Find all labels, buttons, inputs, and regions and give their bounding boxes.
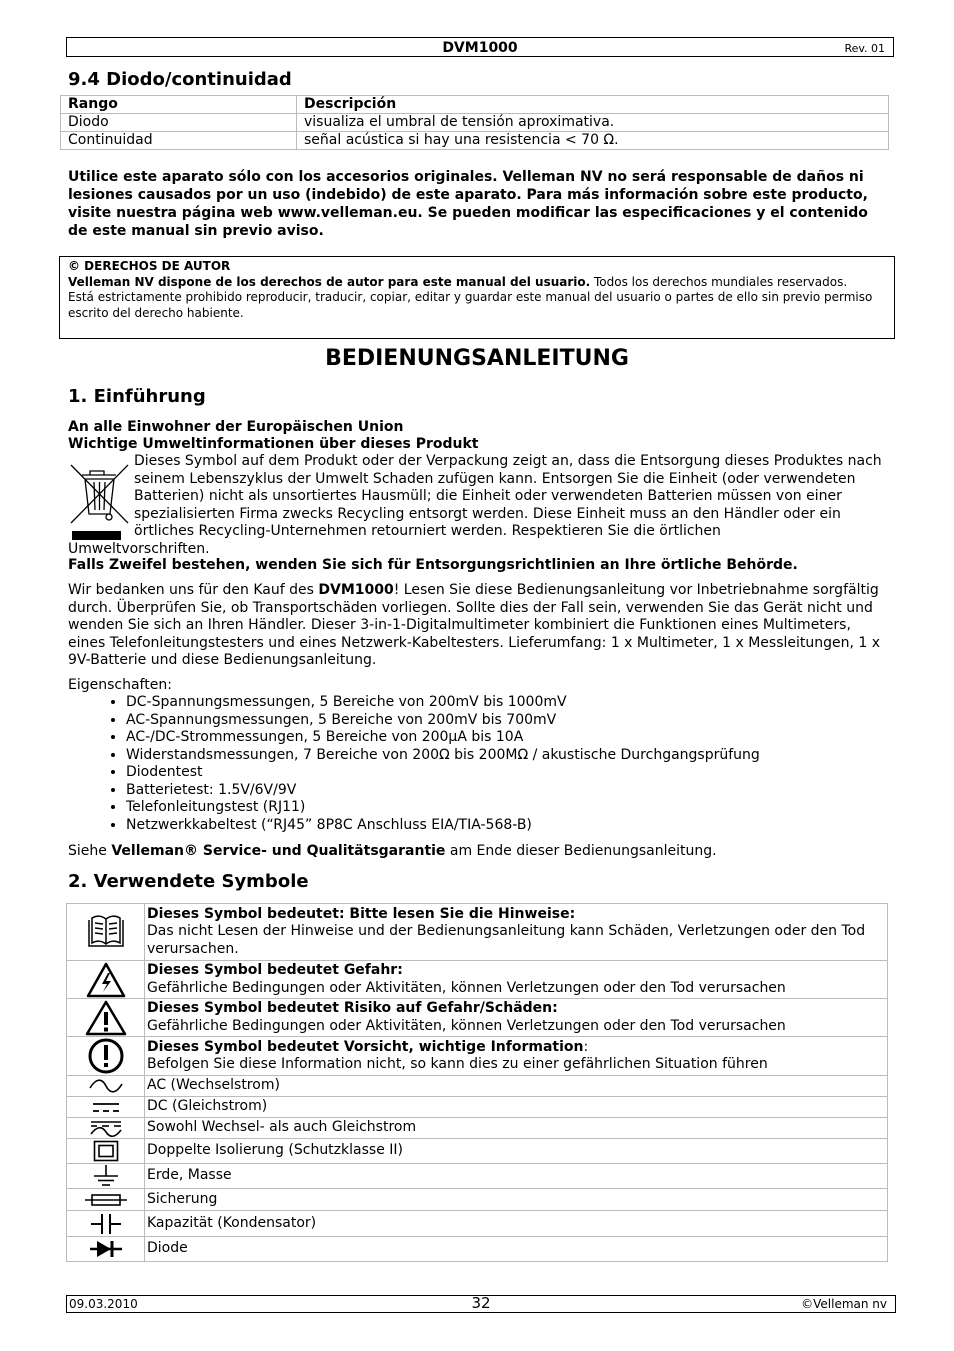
table-row — [61, 114, 889, 132]
symbol-description — [145, 1164, 888, 1189]
icon-cell — [67, 1211, 145, 1237]
caution-icon — [87, 1037, 125, 1075]
page-header — [66, 37, 894, 57]
icon-cell — [67, 1237, 145, 1262]
symbol-description — [145, 1211, 888, 1237]
dc-icon — [91, 1100, 121, 1114]
list-item: • AC-Spannungsmessungen, 5 Bereiche von 200mV bis 700mV — [126, 712, 760, 730]
list-item: • AC-/DC-Strommessungen, 5 Bereiche von 200µA bis 10A — [126, 729, 760, 747]
page-footer — [66, 1295, 896, 1313]
ground-icon — [92, 1165, 120, 1187]
section-2-title: 2. Verwendete Symbole — [68, 871, 309, 892]
symbol-text: Sowohl Wechsel- als auch Gleichstrom — [147, 1119, 417, 1136]
intro-subtitle-1: An alle Einwohner der Europäischen Union — [68, 419, 404, 435]
table-row — [67, 1118, 888, 1139]
warranty-text-b: am Ende dieser Bedienungsanleitung. — [445, 843, 717, 859]
table-row — [67, 961, 888, 999]
disposal-note: Falls Zweifel bestehen, wenden Sie sich für Entsorgungsrichtlinien an Ihre örtliche Behörde. — [68, 557, 798, 573]
weee-text: Dieses Symbol auf dem Produkt oder der Verpackung zeigt an, dass die Entsorgung dieses Produktes nach seinem Lebenszyklus der Umwelt Schaden zufügen kann. Entsorgen Sie die Einheit (oder verwendeten Batterien) nicht als unsortiertes Hausmüll; die Einheit oder verwendeten Batterien müssen von einer spezialisierten Firma zwecks Recycling entsorgt werden. Diese Einheit muss an den Händler oder ein örtliches Recycling-Unternehmen retourniert werden. Respektieren Sie die örtlichen — [134, 453, 882, 539]
header-title: DVM1000 — [442, 40, 518, 56]
warranty-bold: Velleman® Service- und Qualitätsgarantie — [111, 843, 446, 859]
symbol-heading: Dieses Symbol bedeutet Risiko auf Gefahr/Schäden: — [147, 1000, 558, 1016]
symbol-text: Diode — [147, 1240, 188, 1257]
copyright-title: © DERECHOS DE AUTOR — [68, 259, 231, 273]
warning-icon — [85, 1000, 127, 1036]
symbol-text: Gefährliche Bedingungen oder Aktivitäten, können Verletzungen oder den Tod verursachen — [147, 1017, 786, 1034]
icon-cell — [67, 1076, 145, 1097]
diode-continuity-table — [60, 95, 889, 150]
icon-cell — [67, 1097, 145, 1118]
product-name: DVM1000 — [318, 582, 394, 598]
list-item: • Netzwerkkabeltest (“RJ45” 8P8C Anschluss EIA/TIA-568-B) — [126, 817, 760, 835]
list-item: • Diodentest — [126, 764, 760, 782]
book-icon — [86, 915, 126, 949]
table-row — [67, 904, 888, 961]
symbol-description — [145, 904, 888, 961]
table-row — [67, 1097, 888, 1118]
intro-text-a: Wir bedanken uns für den Kauf des — [68, 582, 319, 598]
table-row — [61, 132, 889, 150]
copyright-box — [59, 256, 895, 339]
symbol-description — [145, 1139, 888, 1164]
symbol-text: Gefährliche Bedingungen oder Aktivitäten, können Verletzungen oder den Tod verursachen — [147, 979, 786, 996]
symbol-text: Sicherung — [147, 1190, 218, 1207]
symbol-text: AC (Wechselstrom) — [147, 1077, 280, 1094]
fuse-icon — [84, 1193, 128, 1207]
symbol-description — [145, 961, 888, 999]
page-number: 32 — [471, 1294, 491, 1312]
list-item: • Widerstandsmessungen, 7 Bereiche von 200Ω bis 200MΩ / akustische Durchgangsprüfung — [126, 747, 760, 765]
copyright-line-1 — [68, 275, 886, 291]
icon-cell — [67, 961, 145, 999]
table-cell: visualiza el umbral de tensión aproximativa. — [297, 114, 889, 132]
symbol-description — [145, 1237, 888, 1262]
icon-cell — [67, 1189, 145, 1211]
symbol-text: Das nicht Lesen der Hinweise und der Bedienungsanleitung kann Schäden, Verletzungen oder den Tod verursachen. — [147, 923, 866, 957]
table-row — [67, 1237, 888, 1262]
table-cell: Continuidad — [61, 132, 297, 150]
symbol-heading: Dieses Symbol bedeutet Vorsicht, wichtige Information — [147, 1038, 584, 1055]
copyright-line-2: Está estrictamente prohibido reproducir, traducir, copiar, editar y guardar este manual del usuario o partes de ello sin previo permiso escrito del derecho habiente. — [68, 290, 873, 320]
icon-cell — [67, 1118, 145, 1139]
ac-icon — [88, 1079, 124, 1093]
symbol-description — [145, 1076, 888, 1097]
table-cell: Diodo — [61, 114, 297, 132]
weee-text-end: Umweltvorschriften. — [68, 540, 210, 557]
features-label: Eigenschaften: — [68, 677, 172, 693]
table-row — [67, 1139, 888, 1164]
copyright-bold: Velleman NV dispone de los derechos de autor para este manual del usuario. — [68, 274, 591, 289]
double-insulation-icon — [93, 1140, 119, 1162]
footer-date: 09.03.2010 — [69, 1297, 138, 1311]
capacitor-icon — [90, 1212, 122, 1236]
list-item: • Batterietest: 1.5V/6V/9V — [126, 782, 760, 800]
list-item: • DC-Spannungsmessungen, 5 Bereiche von 200mV bis 1000mV — [126, 694, 760, 712]
ac-dc-icon — [89, 1119, 123, 1138]
symbols-table — [66, 903, 888, 1262]
list-item: • Telefonleitungstest (RJ11) — [126, 799, 760, 817]
symbol-heading: Dieses Symbol bedeutet: Bitte lesen Sie die Hinweise: — [147, 905, 576, 922]
diode-icon — [89, 1239, 123, 1259]
intro-subtitles — [68, 419, 478, 453]
section-9-4-title: 9.4 Diodo/continuidad — [68, 69, 292, 90]
main-title: BEDIENUNGSANLEITUNG — [325, 346, 629, 371]
icon-cell — [67, 904, 145, 961]
symbol-text: Doppelte Isolierung (Schutzklasse II) — [147, 1142, 403, 1159]
high-voltage-icon — [86, 962, 126, 998]
table-row — [67, 1189, 888, 1211]
section-1-title: 1. Einführung — [68, 386, 206, 407]
symbol-text: Kapazität (Kondensator) — [147, 1214, 317, 1231]
table-row — [67, 999, 888, 1037]
table-cell: señal acústica si hay una resistencia < 70 Ω. — [297, 132, 889, 150]
symbol-heading-tail: : — [583, 1038, 589, 1055]
symbol-description — [145, 1189, 888, 1211]
header-revision: Rev. 01 — [844, 42, 885, 55]
symbol-text: Befolgen Sie diese Information nicht, so kann dies zu einer gefährlichen Situation führen — [147, 1056, 768, 1072]
table-header-cell: Rango — [61, 96, 297, 114]
intro-paragraph — [68, 582, 888, 670]
table-row — [67, 1164, 888, 1189]
copyright-rest: Todos los derechos mundiales reservados. — [590, 274, 848, 289]
icon-cell — [67, 1164, 145, 1189]
warranty-reference — [68, 843, 717, 859]
icon-cell — [67, 1139, 145, 1164]
symbol-text: Erde, Masse — [147, 1167, 232, 1184]
warranty-text-a: Siehe — [68, 843, 112, 859]
intro-subtitle-2: Wichtige Umweltinformationen über dieses Produkt — [68, 436, 479, 452]
table-row — [67, 1076, 888, 1097]
symbol-text: DC (Gleichstrom) — [147, 1098, 268, 1115]
features-list — [68, 694, 760, 834]
intro-text-b: ! Lesen Sie diese Bedienungsanleitung vor Inbetriebnahme sorgfältig durch. Überprüfen Sie, ob Transportschäden vorliegen. Sollte dies der Fall sein, verwenden Sie das Gerät nicht und wenden Sie sich an Ihren Händler. Dieser 3-in-1-Digitalmultimeter kombiniert die Funktionen eines Multimeters, eines Telefonleitungstesters und eines Netzwerk-Kabeltesters. Lieferumfang: 1 x Multimeter, 1 x Messleitungen, 1 x 9V-Batterie und diese Bedienungsanleitung. — [68, 582, 881, 668]
table-header-row — [61, 96, 889, 114]
symbol-description — [145, 999, 888, 1037]
weee-paragraph — [68, 453, 888, 558]
icon-cell — [67, 999, 145, 1037]
symbol-description — [145, 1118, 888, 1139]
symbol-description — [145, 1097, 888, 1118]
disclaimer-text: Utilice este aparato sólo con los accesorios originales. Velleman NV no será responsable de daños ni lesiones causados por un uso (indebido) de este aparato. Para más información sobre este producto, visite nuestra página web www.velleman.eu. Se pueden modificar las especificaciones y el contenido de este manual sin previo aviso. — [68, 169, 868, 239]
table-row — [67, 1037, 888, 1076]
table-header-cell: Descripción — [297, 96, 889, 114]
footer-copyright: ©Velleman nv — [801, 1297, 887, 1311]
symbol-heading: Dieses Symbol bedeutet Gefahr: — [147, 962, 403, 978]
symbol-description — [145, 1037, 888, 1076]
icon-cell — [67, 1037, 145, 1076]
table-row — [67, 1211, 888, 1237]
